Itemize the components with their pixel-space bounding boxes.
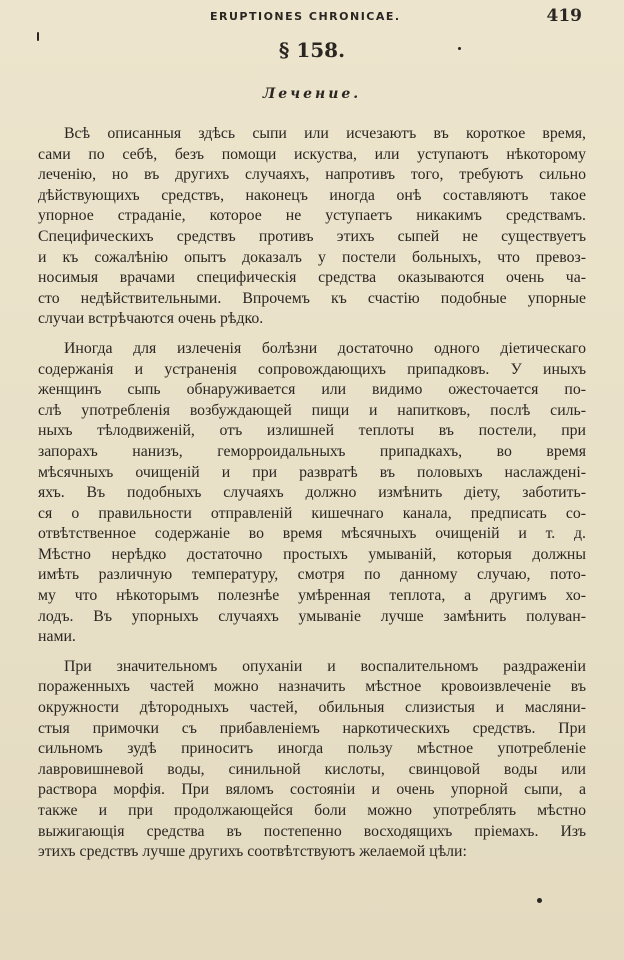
text-line: окружности дѣтородныхъ частей, обильныя слизистыя и масляни- xyxy=(38,699,586,717)
running-title: ERUPTIONES CHRONICAE. xyxy=(210,10,401,23)
text-line: носимыя врачами специфическія средства оказываются очень ча- xyxy=(38,269,586,287)
running-header xyxy=(0,6,624,28)
text-line: случаи встрѣчаются очень рѣдко. xyxy=(38,310,264,328)
text-line: содержанія и устраненія сопровождающихъ припадковъ. У иныхъ xyxy=(38,360,586,378)
ink-speck xyxy=(537,898,542,903)
text-line: Мѣстно нерѣдко достаточно простыхъ умываній, которыя должны xyxy=(38,545,586,563)
text-line: леченію, но въ другихъ случаяхъ, напротивъ того, требуютъ сильно xyxy=(38,166,586,184)
text-line: ся о правильности отправленій кишечнаго канала, предписать со- xyxy=(38,504,586,522)
text-line: ныхъ тѣлодвиженій, отъ излишней теплоты въ постели, при xyxy=(38,422,586,440)
paragraph xyxy=(38,339,586,648)
text-line: и къ сожалѣнію опытъ доказалъ у постели больныхъ, что превоз- xyxy=(38,248,586,266)
text-line: Специфическихъ средствъ противъ этихъ сыпей не существуетъ xyxy=(38,227,586,245)
text-line: Иногда для излеченія болѣзни достаточно одного діетическаго xyxy=(64,339,586,357)
text-line: дѣйствующихъ средствъ, наконецъ иногда онѣ составляютъ такое xyxy=(38,186,586,204)
text-line: Всѣ описанныя здѣсь сыпи или исчезаютъ въ короткое время, xyxy=(64,125,586,142)
section-title: Лечение. xyxy=(262,86,362,102)
text-line: При значительномъ опуханіи и воспалительномъ раздраженіи xyxy=(64,657,586,675)
text-line: отвѣтственное содержаніе во время мѣсячныхъ очищеній и т. д. xyxy=(38,525,586,543)
page-number: 419 xyxy=(546,6,582,26)
text-line: лодъ. Въ упорныхъ случаяхъ умываніе лучше замѣнить полуван- xyxy=(38,607,586,625)
paragraph xyxy=(38,124,586,330)
text-line: сами по себѣ, безъ помощи искуства, или уступаютъ нѣкоторому xyxy=(38,145,586,163)
text-line: запорахъ нанизъ, геморроидальныхъ припадкахъ, во время xyxy=(38,442,586,460)
text-line: сто недѣйствительными. Впрочемъ къ счастію подобные упорные xyxy=(38,289,586,307)
text-line: му что нѣкоторымъ полезнѣе умѣренная теплота, а другимъ хо- xyxy=(38,587,586,605)
text-line: женщинъ сыпь обнаруживается или видимо ожесточается по- xyxy=(38,381,586,399)
text-line: выжигающія средства въ постепенно восходящихъ пріемахъ. Изъ xyxy=(38,822,586,840)
text-line: лавровишневой воды, синильной кислоты, свинцовой воды или xyxy=(38,760,586,778)
text-line: сильномъ зудѣ приноситъ иногда пользу мѣстное употребленіе xyxy=(38,740,586,758)
text-line: раствора морфія. При вяломъ состояніи и очень упорной сыпи, а xyxy=(38,781,586,799)
text-line: этихъ средствъ лучше другихъ соотвѣтствуютъ желаемой цѣли: xyxy=(38,843,467,861)
text-line: мѣсячныхъ очищеній и при развратѣ въ половыхъ наслажденi- xyxy=(38,463,586,481)
body-text xyxy=(38,124,586,872)
text-line: нами. xyxy=(38,628,76,646)
paragraph xyxy=(38,657,586,863)
text-line: также и при продолжающейся боли можно употреблять мѣстно xyxy=(38,802,586,819)
text-line: упорное страданіе, которое не уступаетъ никакимъ средствамъ. xyxy=(38,207,586,225)
section-number: § 158. xyxy=(278,38,346,62)
text-line: имѣть различную температуру, смотря по данному случаю, пото- xyxy=(38,566,586,584)
text-line: яхъ. Въ подобныхъ случаяхъ должно измѣнить діету, заботить- xyxy=(38,484,586,502)
text-line: пораженныхъ частей можно назначить мѣстное кровоизвлеченіе въ xyxy=(38,678,586,696)
text-line: слѣ употребленія возбуждающей пищи и напитковъ, послѣ силь- xyxy=(38,401,586,419)
text-line: стыя примочки съ прибавленіемъ наркотическихъ средствъ. При xyxy=(38,719,586,737)
